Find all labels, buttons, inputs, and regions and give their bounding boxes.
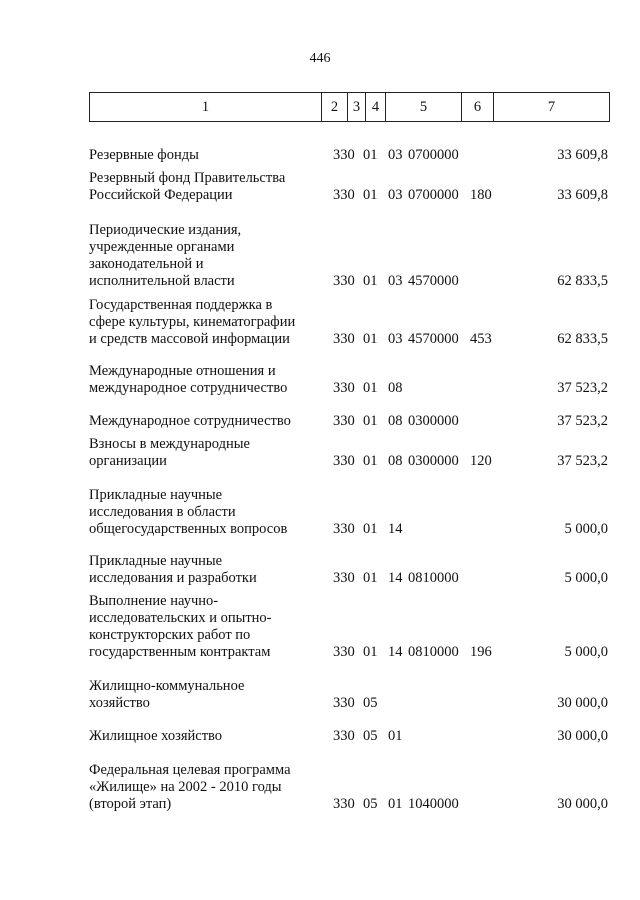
row-name-line: Международное сотрудничество — [89, 413, 291, 429]
row-c7-value: 62 833,5 — [557, 273, 608, 289]
row-name-line: (второй этап) — [89, 796, 172, 812]
row-name-line: Взносы в международные — [89, 436, 250, 452]
row-c4-value: 01 — [388, 796, 403, 812]
row-name-line: государственным контрактам — [89, 644, 271, 660]
row-c2-value: 330 — [333, 644, 355, 660]
row-name-line: Периодические издания, — [89, 222, 242, 238]
header-col-5: 5 — [385, 92, 461, 122]
row-c5-value: 0300000 — [408, 413, 459, 429]
row-c2-value: 330 — [333, 796, 355, 812]
row-name — [89, 762, 321, 813]
row-name — [89, 487, 321, 538]
row-c2-value: 330 — [333, 728, 355, 744]
row-c4-value: 03 — [388, 273, 403, 289]
row-c5-value: 0300000 — [408, 453, 459, 469]
row-c3-value: 01 — [363, 521, 378, 537]
row-c4-value: 08 — [388, 453, 403, 469]
row-c4-value: 08 — [388, 413, 403, 429]
row-name-line: Государственная поддержка в — [89, 297, 273, 313]
row-c3-value: 05 — [363, 796, 378, 812]
row-name-line: организации — [89, 453, 167, 469]
row-c2-value: 330 — [333, 187, 355, 203]
row-name-line: «Жилище» на 2002 - 2010 годы — [89, 779, 282, 795]
row-c4-value: 08 — [388, 380, 403, 396]
row-c4-value: 14 — [388, 521, 403, 537]
row-c7-value: 33 609,8 — [557, 187, 608, 203]
row-name-line: общегосударственных вопросов — [89, 521, 288, 537]
row-c7-value: 5 000,0 — [564, 644, 608, 660]
row-c5-value: 1040000 — [408, 796, 459, 812]
row-name — [89, 222, 321, 290]
page-number: 446 — [309, 51, 331, 66]
row-name-line: конструкторских работ по — [89, 627, 251, 643]
row-c3-value: 01 — [363, 187, 378, 203]
row-c7-value: 30 000,0 — [557, 728, 608, 744]
row-name — [89, 678, 321, 712]
row-name-line: исследовательских и опытно- — [89, 610, 272, 626]
row-name-line: законодательной и — [89, 256, 204, 272]
row-c5-value: 0700000 — [408, 187, 459, 203]
row-name — [89, 728, 321, 745]
row-c2-value: 330 — [333, 380, 355, 396]
row-c7-value: 33 609,8 — [557, 147, 608, 163]
row-c7-value: 37 523,2 — [557, 380, 608, 396]
row-name — [89, 436, 321, 470]
row-c2-value: 330 — [333, 147, 355, 163]
row-c5-value: 0810000 — [408, 570, 459, 586]
row-c5-value: 0700000 — [408, 147, 459, 163]
row-c7-value: 37 523,2 — [557, 413, 608, 429]
row-c4-value: 03 — [388, 147, 403, 163]
row-name-line: Федеральная целевая программа — [89, 762, 291, 778]
row-name-line: Прикладные научные — [89, 553, 223, 569]
row-c2-value: 330 — [333, 273, 355, 289]
row-c3-value: 01 — [363, 453, 378, 469]
row-name-line: Выполнение научно- — [89, 593, 219, 609]
row-c3-value: 01 — [363, 147, 378, 163]
row-c5-value: 0810000 — [408, 644, 459, 660]
row-c7-value: 30 000,0 — [557, 796, 608, 812]
header-col-3: 3 — [347, 92, 365, 122]
row-name-line: Жилищное хозяйство — [89, 728, 223, 744]
row-c3-value: 01 — [363, 331, 378, 347]
row-c4-value: 03 — [388, 187, 403, 203]
row-c7-value: 5 000,0 — [564, 570, 608, 586]
row-c6-value: 453 — [470, 331, 492, 347]
row-name-line: Российской Федерации — [89, 187, 233, 203]
row-c5-value: 4570000 — [408, 273, 459, 289]
row-name — [89, 170, 321, 204]
row-c2-value: 330 — [333, 570, 355, 586]
row-name-line: сфере культуры, кинематографии — [89, 314, 296, 330]
row-c3-value: 01 — [363, 644, 378, 660]
row-name-line: Резервный фонд Правительства — [89, 170, 286, 186]
row-c3-value: 05 — [363, 695, 378, 711]
row-c2-value: 330 — [333, 413, 355, 429]
row-name-line: Прикладные научные — [89, 487, 223, 503]
row-name-line: международное сотрудничество — [89, 380, 288, 396]
header-col-4: 4 — [365, 92, 385, 122]
row-name-line: и средств массовой информации — [89, 331, 290, 347]
row-name-line: исследования в области — [89, 504, 236, 520]
row-name — [89, 363, 321, 397]
row-c7-value: 37 523,2 — [557, 453, 608, 469]
row-c3-value: 01 — [363, 273, 378, 289]
header-col-7: 7 — [493, 92, 610, 122]
row-c4-value: 03 — [388, 331, 403, 347]
row-name — [89, 297, 321, 348]
row-name-line: исполнительной власти — [89, 273, 235, 289]
row-name-line: исследования и разработки — [89, 570, 257, 586]
row-c7-value: 62 833,5 — [557, 331, 608, 347]
row-c2-value: 330 — [333, 331, 355, 347]
row-c3-value: 05 — [363, 728, 378, 744]
row-c4-value: 01 — [388, 728, 403, 744]
row-c2-value: 330 — [333, 695, 355, 711]
row-name — [89, 147, 321, 164]
row-name — [89, 593, 321, 661]
row-name-line: учрежденные органами — [89, 239, 235, 255]
header-col-2: 2 — [321, 92, 347, 122]
row-c3-value: 01 — [363, 570, 378, 586]
row-c5-value: 4570000 — [408, 331, 459, 347]
row-c7-value: 5 000,0 — [564, 521, 608, 537]
row-name-line: хозяйство — [89, 695, 150, 711]
row-name-line: Жилищно-коммунальное — [89, 678, 245, 694]
row-c6-value: 196 — [470, 644, 492, 660]
row-c4-value: 14 — [388, 570, 403, 586]
row-c3-value: 01 — [363, 380, 378, 396]
row-c4-value: 14 — [388, 644, 403, 660]
row-c7-value: 30 000,0 — [557, 695, 608, 711]
row-c6-value: 180 — [470, 187, 492, 203]
row-name-line: Резервные фонды — [89, 147, 199, 163]
header-col-1: 1 — [89, 92, 321, 122]
row-c3-value: 01 — [363, 413, 378, 429]
row-name — [89, 553, 321, 587]
header-col-6: 6 — [461, 92, 493, 122]
row-name — [89, 413, 321, 430]
row-c2-value: 330 — [333, 521, 355, 537]
row-name-line: Международные отношения и — [89, 363, 276, 379]
row-c6-value: 120 — [470, 453, 492, 469]
row-c2-value: 330 — [333, 453, 355, 469]
